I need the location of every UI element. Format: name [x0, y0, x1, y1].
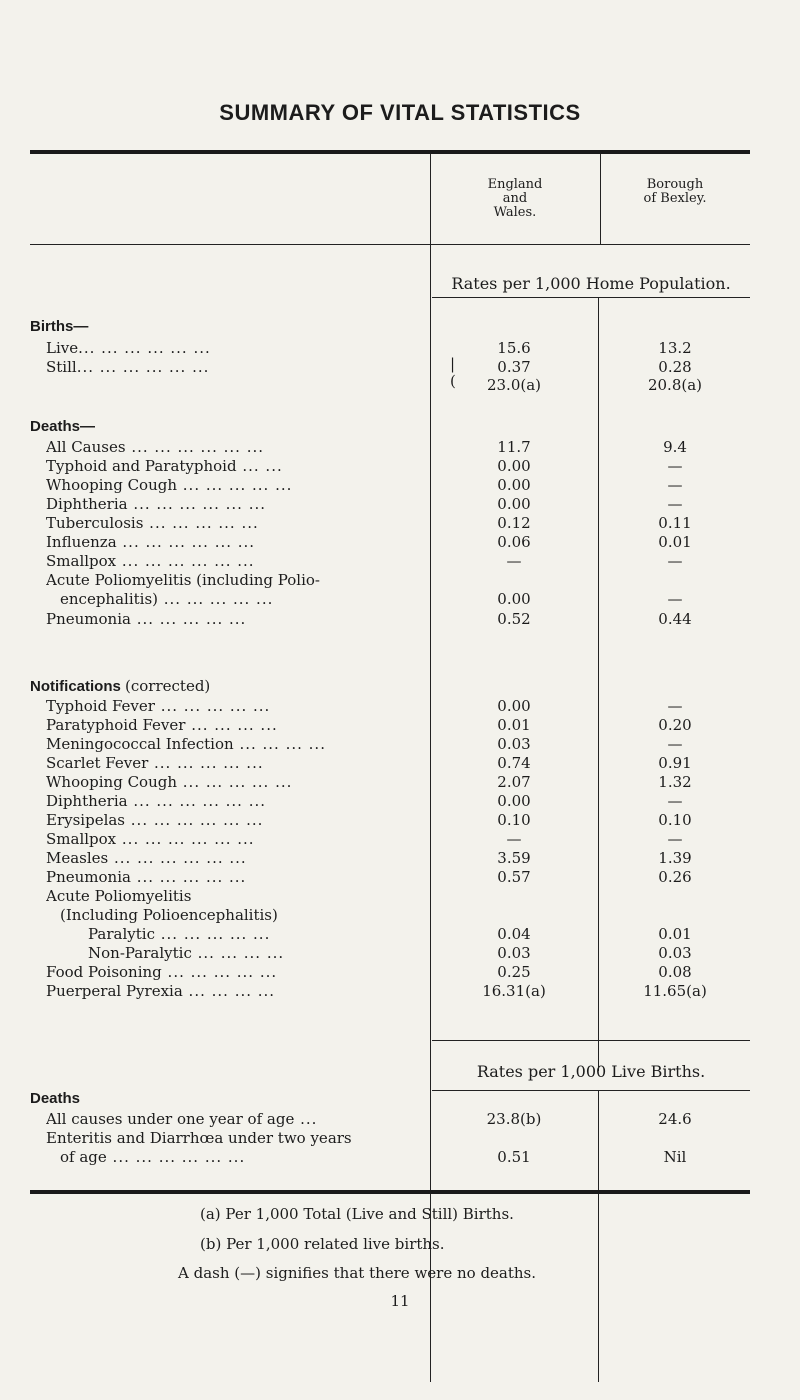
row-label-text: of age [60, 1148, 107, 1166]
row-leader-dots: ... ... [236, 457, 283, 475]
cell-england-wales: 0.00 [497, 476, 531, 494]
cell-england-wales: 0.00 [497, 457, 531, 475]
cell-bexley: — [667, 476, 683, 494]
row-label [46, 571, 408, 589]
table-row [0, 552, 800, 572]
row-leader-dots: ... ... ... ... ... ... [76, 358, 210, 376]
cell-bexley: 1.32 [658, 773, 692, 791]
table-row [0, 697, 800, 717]
cell-england-wales: 0.00 [497, 590, 531, 608]
row-label [46, 982, 408, 1000]
row-leader-dots: ... ... ... ... ... [130, 610, 247, 628]
row-label-text: Paralytic [88, 925, 155, 943]
row-label-text: Measles [46, 849, 109, 867]
row-leader-dots: ... ... ... ... ... [177, 476, 293, 494]
cell-bexley: 0.26 [658, 868, 692, 886]
cell-england-wales: 2.07 [497, 773, 531, 791]
column-header-england-wales: England and Wales. [487, 177, 543, 220]
table-row [0, 476, 800, 496]
cell-england-wales: 0.00 [497, 697, 531, 715]
cell-england-wales: 0.03 [497, 944, 531, 962]
row-label [46, 792, 408, 810]
cell-bexley: — [667, 735, 683, 753]
table-row [0, 963, 800, 983]
row-label [60, 1148, 422, 1166]
bottom-rule [30, 1190, 750, 1194]
row-label [60, 906, 422, 924]
row-label [46, 457, 408, 475]
cell-bexley: 0.03 [658, 944, 692, 962]
cell-england-wales: — [506, 552, 522, 570]
row-label [46, 533, 408, 551]
row-label-text: Acute Poliomyelitis [46, 887, 192, 905]
cell-bexley: — [667, 552, 683, 570]
row-leader-dots: ... ... ... ... ... ... [116, 533, 256, 551]
table-row [0, 590, 800, 610]
table-row [0, 830, 800, 850]
row-leader-dots: ... ... ... ... ... [177, 773, 293, 791]
table-row [0, 339, 800, 359]
band-rule-bottom [432, 1090, 750, 1091]
row-label [46, 811, 408, 829]
cell-england-wales: 0.04 [497, 925, 531, 943]
header-rule [30, 244, 750, 245]
row-label [88, 944, 450, 962]
section-notifications-label: Notifications [30, 678, 121, 695]
row-label [46, 697, 408, 715]
footnote-dash: A dash (—) signifies that there were no deaths. [178, 1264, 537, 1282]
cell-england-wales: 0.06 [497, 533, 531, 551]
cell-bexley: 0.28 [658, 358, 692, 376]
row-label-text: Tuberculosis [46, 514, 144, 532]
row-label-text: Live [46, 339, 79, 357]
band-home-population: Rates per 1,000 Home Population. [451, 274, 731, 293]
row-label [46, 773, 408, 791]
cell-england-wales: 23.8(b) [486, 1110, 542, 1128]
row-leader-dots: ... ... ... ... [191, 944, 285, 962]
cell-england-wales: 0.51 [497, 1148, 531, 1166]
row-label [46, 963, 408, 981]
row-leader-dots: ... ... ... ... ... ... [78, 339, 211, 357]
cell-bexley: 11.65(a) [643, 982, 707, 1000]
row-label [60, 590, 422, 608]
row-label [46, 887, 408, 905]
row-label-text: Smallpox [46, 830, 117, 848]
row-label [46, 830, 408, 848]
cell-bexley: 0.91 [658, 754, 692, 772]
row-label [46, 339, 408, 357]
cell-england-wales: 0.57 [497, 868, 531, 886]
cell-bexley: — [667, 495, 683, 513]
cell-bexley: 24.6 [658, 1110, 692, 1128]
cell-england-wales: 11.7 [497, 438, 531, 456]
cell-bexley: — [667, 697, 683, 715]
cell-bexley: — [667, 590, 683, 608]
row-leader-dots: ... ... ... ... ... ... [116, 552, 255, 570]
row-leader-dots: ... [294, 1110, 318, 1128]
footnote-a: (a) Per 1,000 Total (Live and Still) Births. [200, 1205, 514, 1223]
cell-england-wales: 0.00 [497, 495, 531, 513]
cell-england-wales: 15.6 [497, 339, 531, 357]
cell-england-wales: 0.01 [497, 716, 531, 734]
row-leader-dots: ... ... ... ... [182, 982, 276, 1000]
row-label-text: Whooping Cough [46, 773, 178, 791]
row-leader-dots: ... ... ... ... ... ... [108, 849, 247, 867]
table-row [0, 925, 800, 945]
row-leader-dots: ... ... ... ... ... [148, 754, 264, 772]
row-label [46, 1129, 408, 1147]
row-label-text: Scarlet Fever [46, 754, 149, 772]
cell-bexley: Nil [663, 1148, 687, 1166]
section-notifications-suffix: (corrected) [125, 677, 211, 695]
row-label [46, 552, 408, 570]
row-label-text: Still [46, 358, 77, 376]
table-row [0, 514, 800, 534]
row-label [46, 716, 408, 734]
row-label-text: encephalitis) [60, 590, 158, 608]
row-label-text: Paratyphoid Fever [46, 716, 186, 734]
row-leader-dots: ... ... ... ... ... ... [106, 1148, 246, 1166]
row-leader-dots: ... ... ... ... ... [161, 963, 278, 981]
row-leader-dots: ... ... ... ... ... ... [125, 438, 264, 456]
row-leader-dots: ... ... ... ... ... [154, 925, 271, 943]
cell-england-wales: 0.00 [497, 792, 531, 810]
cell-bexley: 1.39 [658, 849, 692, 867]
table-row [0, 457, 800, 477]
table-row [0, 610, 800, 630]
cell-england-wales: 0.52 [497, 610, 531, 628]
cell-england-wales: 3.59 [497, 849, 531, 867]
band-rule [432, 297, 750, 298]
row-label-text: Enteritis and Diarrhœa under two years [46, 1129, 352, 1147]
table-row [0, 716, 800, 736]
table-row [0, 438, 800, 458]
table-row [0, 754, 800, 774]
cell-bexley: 0.01 [658, 925, 692, 943]
row-label-text: Pneumonia [46, 610, 131, 628]
column-divider-right [600, 154, 601, 244]
table-row [0, 906, 800, 926]
row-leader-dots: ... ... ... ... ... ... [127, 495, 266, 513]
row-label [46, 476, 408, 494]
cell-bexley: 0.01 [658, 533, 692, 551]
page-number: 11 [390, 1292, 410, 1310]
page-title: SUMMARY OF VITAL STATISTICS [219, 100, 581, 125]
cell-england-wales: 23.0(a) [486, 376, 542, 394]
row-leader-dots: ... ... ... ... ... [154, 697, 271, 715]
cell-bexley: 0.44 [658, 610, 692, 628]
row-label [46, 868, 408, 886]
row-label-text: Smallpox [46, 552, 117, 570]
band-live-births: Rates per 1,000 Live Births. [476, 1062, 706, 1081]
row-leader-dots: ... ... ... ... [185, 716, 278, 734]
row-leader-dots: ... ... ... ... ... [158, 590, 274, 608]
row-label [46, 495, 408, 513]
table-row [0, 887, 800, 907]
row-label-text: Diphtheria [46, 495, 128, 513]
table-row [0, 1148, 800, 1168]
row-label-text: Meningococcal Infection [46, 735, 234, 753]
row-label [46, 358, 408, 376]
row-label-text: Typhoid Fever [46, 697, 155, 715]
row-label [46, 735, 408, 753]
section-deaths: Deaths— [30, 418, 96, 435]
section-infant-deaths: Deaths [30, 1090, 81, 1107]
row-label-text: Pneumonia [46, 868, 131, 886]
row-label-text: Non-Paralytic [88, 944, 192, 962]
table-row [0, 358, 800, 378]
footnote-b: (b) Per 1,000 related live births. [200, 1235, 445, 1253]
table-row [0, 376, 800, 396]
row-leader-dots: ... ... ... ... ... ... [116, 830, 255, 848]
cell-bexley: — [667, 830, 683, 848]
row-label-text: Whooping Cough [46, 476, 178, 494]
cell-bexley: 9.4 [663, 438, 687, 456]
row-label-text: Typhoid and Paratyphoid [46, 457, 237, 475]
row-leader-dots: ... ... ... ... ... [130, 868, 247, 886]
row-label [46, 849, 408, 867]
cell-bexley: 0.20 [658, 716, 692, 734]
row-label [88, 925, 450, 943]
row-leader-dots: ... ... ... ... [233, 735, 326, 753]
row-label [46, 610, 408, 628]
table-row [0, 982, 800, 1002]
table-row [0, 571, 800, 591]
table-row [0, 735, 800, 755]
row-label [46, 1110, 408, 1128]
row-label-text: Erysipelas [46, 811, 126, 829]
cell-england-wales: 0.10 [497, 811, 531, 829]
row-label-text: Acute Poliomyelitis (including Polio- [46, 571, 320, 589]
row-label [46, 754, 408, 772]
cell-england-wales: 0.03 [497, 735, 531, 753]
table-row [0, 811, 800, 831]
cell-england-wales: — [506, 830, 522, 848]
row-label-text: Food Poisoning [46, 963, 162, 981]
section-births: Births— [30, 318, 89, 335]
row-label-text: (Including Polioencephalitis) [60, 906, 278, 924]
row-label-text: Diphtheria [46, 792, 128, 810]
table-row [0, 495, 800, 515]
cell-bexley: 20.8(a) [647, 376, 703, 394]
cell-england-wales: 16.31(a) [482, 982, 546, 1000]
cell-england-wales: 0.12 [497, 514, 531, 532]
row-label [46, 514, 408, 532]
row-label-text: All causes under one year of age [46, 1110, 295, 1128]
table-row [0, 1129, 800, 1149]
cell-bexley: 0.11 [658, 514, 692, 532]
cell-bexley: 0.10 [658, 811, 692, 829]
cell-england-wales: 0.74 [497, 754, 531, 772]
row-label-text: All Causes [46, 438, 126, 456]
top-rule [30, 150, 750, 154]
row-label-text: Influenza [46, 533, 117, 551]
table-row [0, 868, 800, 888]
section-notifications [30, 677, 210, 695]
band-rule-top [432, 1040, 750, 1041]
table-row [0, 944, 800, 964]
row-label-text: Puerperal Pyrexia [46, 982, 183, 1000]
row-label [46, 438, 408, 456]
cell-england-wales: 0.37 [497, 358, 531, 376]
row-leader-dots: ... ... ... ... ... ... [125, 811, 264, 829]
row-leader-dots: ... ... ... ... ... [143, 514, 259, 532]
column-header-bexley: Borough of Bexley. [643, 177, 707, 206]
cell-bexley: — [667, 457, 683, 475]
cell-bexley: 13.2 [658, 339, 692, 357]
table-row [0, 1110, 800, 1130]
table-row [0, 773, 800, 793]
table-row [0, 533, 800, 553]
cell-bexley: 0.08 [658, 963, 692, 981]
still-births-brace: | ( [450, 355, 456, 390]
table-row [0, 849, 800, 869]
cell-england-wales: 0.25 [497, 963, 531, 981]
row-leader-dots: ... ... ... ... ... ... [127, 792, 266, 810]
cell-bexley: — [667, 792, 683, 810]
table-row [0, 792, 800, 812]
